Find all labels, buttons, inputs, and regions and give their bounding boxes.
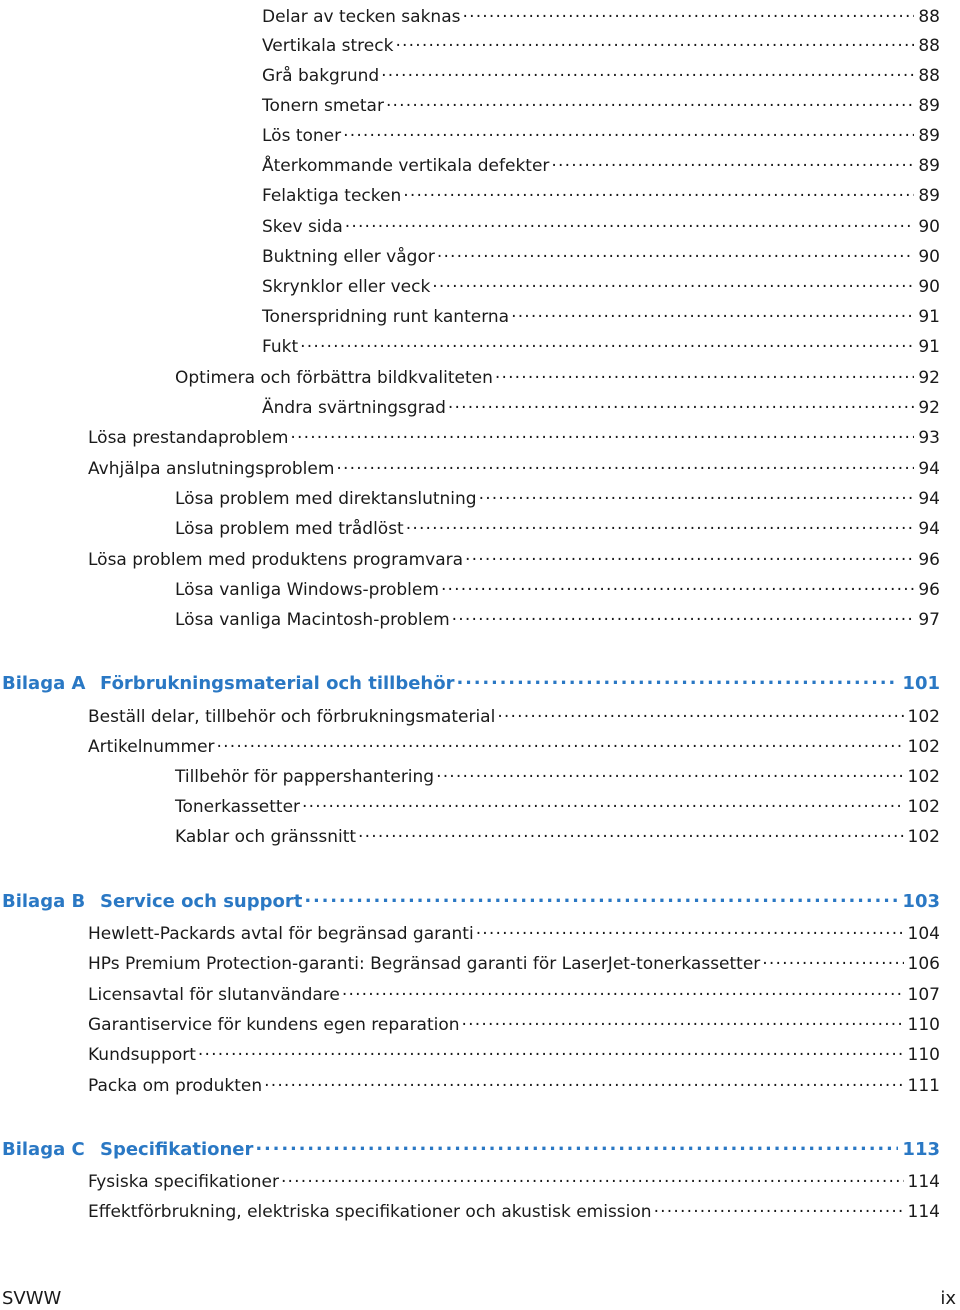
toc-entry-page: 102 [907, 737, 940, 757]
dot-leader [551, 149, 914, 171]
toc-entry[interactable] [0, 29, 940, 57]
dot-leader [462, 0, 914, 22]
appendix-label: Bilaga A [2, 673, 86, 694]
toc-entry-title: Kablar och gränssnitt [175, 827, 357, 847]
toc-entry-page: 88 [918, 36, 940, 56]
dot-leader [437, 240, 915, 262]
dot-leader [762, 947, 903, 969]
toc-entry[interactable] [0, 512, 940, 540]
toc-entry-page: 102 [907, 797, 940, 817]
dot-leader [497, 700, 903, 722]
dot-leader [342, 978, 904, 1000]
dot-leader [436, 760, 903, 782]
toc-entry-page: 94 [918, 519, 940, 539]
appendix-page: 101 [902, 673, 940, 694]
toc-entry[interactable] [0, 947, 940, 975]
toc-entry-title: Lösa problem med produktens programvara [88, 550, 464, 570]
toc-entry-page: 88 [918, 7, 940, 27]
toc-entry-title: Avhjälpa anslutningsproblem [88, 459, 335, 479]
appendix-label: Bilaga B [2, 891, 86, 912]
toc-entry[interactable] [0, 179, 940, 207]
dot-leader [386, 89, 914, 111]
toc-entry-page: 92 [918, 368, 940, 388]
toc-entry[interactable] [0, 119, 940, 147]
toc-entry-page: 89 [918, 186, 940, 206]
toc-entry-page: 92 [918, 398, 940, 418]
appendix-title: Specifikationer [100, 1139, 254, 1160]
toc-entry-page: 110 [907, 1015, 940, 1035]
dot-leader [300, 330, 914, 352]
appendix-page: 113 [902, 1139, 940, 1160]
toc-entry-title: Optimera och förbättra bildkvaliteten [175, 368, 493, 388]
toc-entry[interactable] [0, 330, 940, 358]
appendix-title: Service och support [100, 891, 303, 912]
footer-document-code: SVWW [2, 1288, 62, 1309]
toc-entry-title: Licensavtal för slutanvändare [88, 985, 340, 1005]
dot-leader [462, 1008, 904, 1030]
toc-entry[interactable] [0, 270, 940, 298]
toc-entry[interactable] [0, 361, 940, 389]
toc-entry-title: Skev sida [262, 217, 343, 237]
dot-leader [302, 790, 904, 812]
toc-entry[interactable] [0, 760, 940, 788]
toc-entry-page: 96 [918, 550, 940, 570]
dot-leader [381, 59, 914, 81]
toc-entry-title: Felaktiga tecken [262, 186, 402, 206]
footer-page-number: ix [940, 1288, 956, 1309]
toc-entry-page: 94 [918, 459, 940, 479]
appendix-page: 103 [902, 891, 940, 912]
toc-entry-page: 106 [907, 954, 940, 974]
toc-entry-title: Skrynklor eller veck [262, 277, 431, 297]
dot-leader [406, 512, 915, 534]
toc-entry-title: Lösa problem med trådlöst [175, 519, 404, 539]
dot-leader [441, 573, 914, 595]
dot-leader [448, 391, 914, 413]
toc-entry-page: 111 [907, 1076, 940, 1096]
toc-entry-page: 93 [918, 428, 940, 448]
toc-entry-title: Lösa vanliga Windows-problem [175, 580, 439, 600]
toc-entry-title: Lösa problem med direktanslutning [175, 489, 477, 509]
page-footer [0, 1288, 960, 1310]
appendix-label: Bilaga C [2, 1139, 85, 1160]
toc-entry[interactable] [0, 603, 940, 631]
toc-entry-title: Kundsupport [88, 1045, 196, 1065]
toc-entry-page: 102 [907, 707, 940, 727]
toc-entry[interactable] [0, 917, 940, 945]
toc-entry-page: 114 [907, 1172, 940, 1192]
dot-leader [654, 1195, 904, 1217]
toc-entry-page: 102 [907, 767, 940, 787]
toc-entry-title: Ändra svärtningsgrad [262, 398, 446, 418]
toc-entry-page: 89 [918, 156, 940, 176]
toc-entry-page: 102 [907, 827, 940, 847]
dot-leader [452, 603, 915, 625]
toc-entry-title: Buktning eller vågor [262, 247, 435, 267]
toc-entry[interactable] [0, 573, 940, 601]
appendix-heading-b[interactable] [0, 885, 940, 913]
toc-entry-page: 94 [918, 489, 940, 509]
toc-entry-title: Tillbehör för pappershantering [175, 767, 435, 787]
dot-leader [343, 119, 914, 141]
toc-entry[interactable] [0, 59, 940, 87]
dot-leader [456, 667, 898, 689]
dot-leader [358, 820, 904, 842]
appendix-heading-a[interactable] [0, 667, 940, 695]
toc-entry-page: 104 [907, 924, 940, 944]
dot-leader [281, 1165, 904, 1187]
appendix-title: Förbrukningsmaterial och tillbehör [100, 673, 455, 694]
toc-entry-page: 89 [918, 126, 940, 146]
toc-entry-title: Garantiservice för kundens egen reparation [88, 1015, 460, 1035]
toc-entry-title: Delar av tecken saknas [262, 7, 461, 27]
dot-leader [465, 543, 914, 565]
toc-entry-page: 90 [918, 217, 940, 237]
dot-leader [304, 885, 898, 907]
dot-leader [345, 210, 915, 232]
toc-entry[interactable] [0, 790, 940, 818]
toc-entry[interactable] [0, 210, 940, 238]
toc-entry[interactable] [0, 700, 940, 728]
dot-leader [479, 482, 915, 504]
toc-entry[interactable] [0, 730, 940, 758]
toc-entry[interactable] [0, 149, 940, 177]
toc-entry[interactable] [0, 1165, 940, 1193]
toc-entry[interactable] [0, 1038, 940, 1066]
appendix-heading-c[interactable] [0, 1133, 940, 1161]
toc-entry-page: 91 [918, 307, 940, 327]
dot-leader [336, 452, 914, 474]
toc-entry-title: Återkommande vertikala defekter [262, 156, 550, 176]
toc-entry-page: 88 [918, 66, 940, 86]
toc-entry-title: Tonerkassetter [175, 797, 301, 817]
toc-entry-title: Lösa vanliga Macintosh-problem [175, 610, 450, 630]
toc-entry-title: Lös toner [262, 126, 342, 146]
toc-entry-title: Artikelnummer [88, 737, 215, 757]
dot-leader [198, 1038, 904, 1060]
toc-entry-title: Vertikala streck [262, 36, 394, 56]
toc-entry[interactable] [0, 240, 940, 268]
toc-entry-title: Effektförbrukning, elektriska specifikationer och akustisk emission [88, 1202, 652, 1222]
toc-entry[interactable] [0, 421, 940, 449]
dot-leader [264, 1069, 903, 1091]
toc-entry-title: Grå bakgrund [262, 66, 380, 86]
toc-entry-title: Beställ delar, tillbehör och förbrukningsmaterial [88, 707, 496, 727]
toc-entry[interactable] [0, 89, 940, 117]
toc-entry-page: 90 [918, 277, 940, 297]
toc-entry-page: 91 [918, 337, 940, 357]
toc-entry-page: 110 [907, 1045, 940, 1065]
toc-entry-page: 97 [918, 610, 940, 630]
dot-leader [290, 421, 914, 443]
toc-entry[interactable] [0, 300, 940, 328]
toc-entry-page: 96 [918, 580, 940, 600]
toc-entry-page: 89 [918, 96, 940, 116]
toc-entry-page: 107 [907, 985, 940, 1005]
dot-leader [217, 730, 904, 752]
dot-leader [511, 300, 914, 322]
toc-entry[interactable] [0, 978, 940, 1006]
toc-entry-title: Tonerspridning runt kanterna [262, 307, 510, 327]
toc-entry[interactable] [0, 1008, 940, 1036]
toc-entry-title: Packa om produkten [88, 1076, 263, 1096]
dot-leader [255, 1133, 898, 1155]
dot-leader [432, 270, 914, 292]
toc-entry-page: 90 [918, 247, 940, 267]
dot-leader [403, 179, 914, 201]
toc-entry-title: Fukt [262, 337, 299, 357]
toc-entry-title: Lösa prestandaproblem [88, 428, 289, 448]
toc-entry[interactable] [0, 391, 940, 419]
toc-entry-title: Fysiska specifikationer [88, 1172, 279, 1192]
dot-leader [395, 29, 914, 51]
toc-entry-page: 114 [907, 1202, 940, 1222]
toc-entry-title: Tonern smetar [262, 96, 384, 116]
dot-leader [476, 917, 904, 939]
toc-entry[interactable] [0, 452, 940, 480]
toc-entry[interactable] [0, 820, 940, 848]
toc-entry[interactable] [0, 1069, 940, 1097]
toc-entry[interactable] [0, 482, 940, 510]
toc-entry-title: Hewlett-Packards avtal för begränsad garanti [88, 924, 474, 944]
toc-entry-title: HPs Premium Protection-garanti: Begränsad garanti för LaserJet-tonerkassetter [88, 954, 761, 974]
toc-entry[interactable] [0, 543, 940, 571]
toc-entry[interactable] [0, 1195, 940, 1223]
dot-leader [495, 361, 914, 383]
toc-entry[interactable] [0, 0, 940, 28]
